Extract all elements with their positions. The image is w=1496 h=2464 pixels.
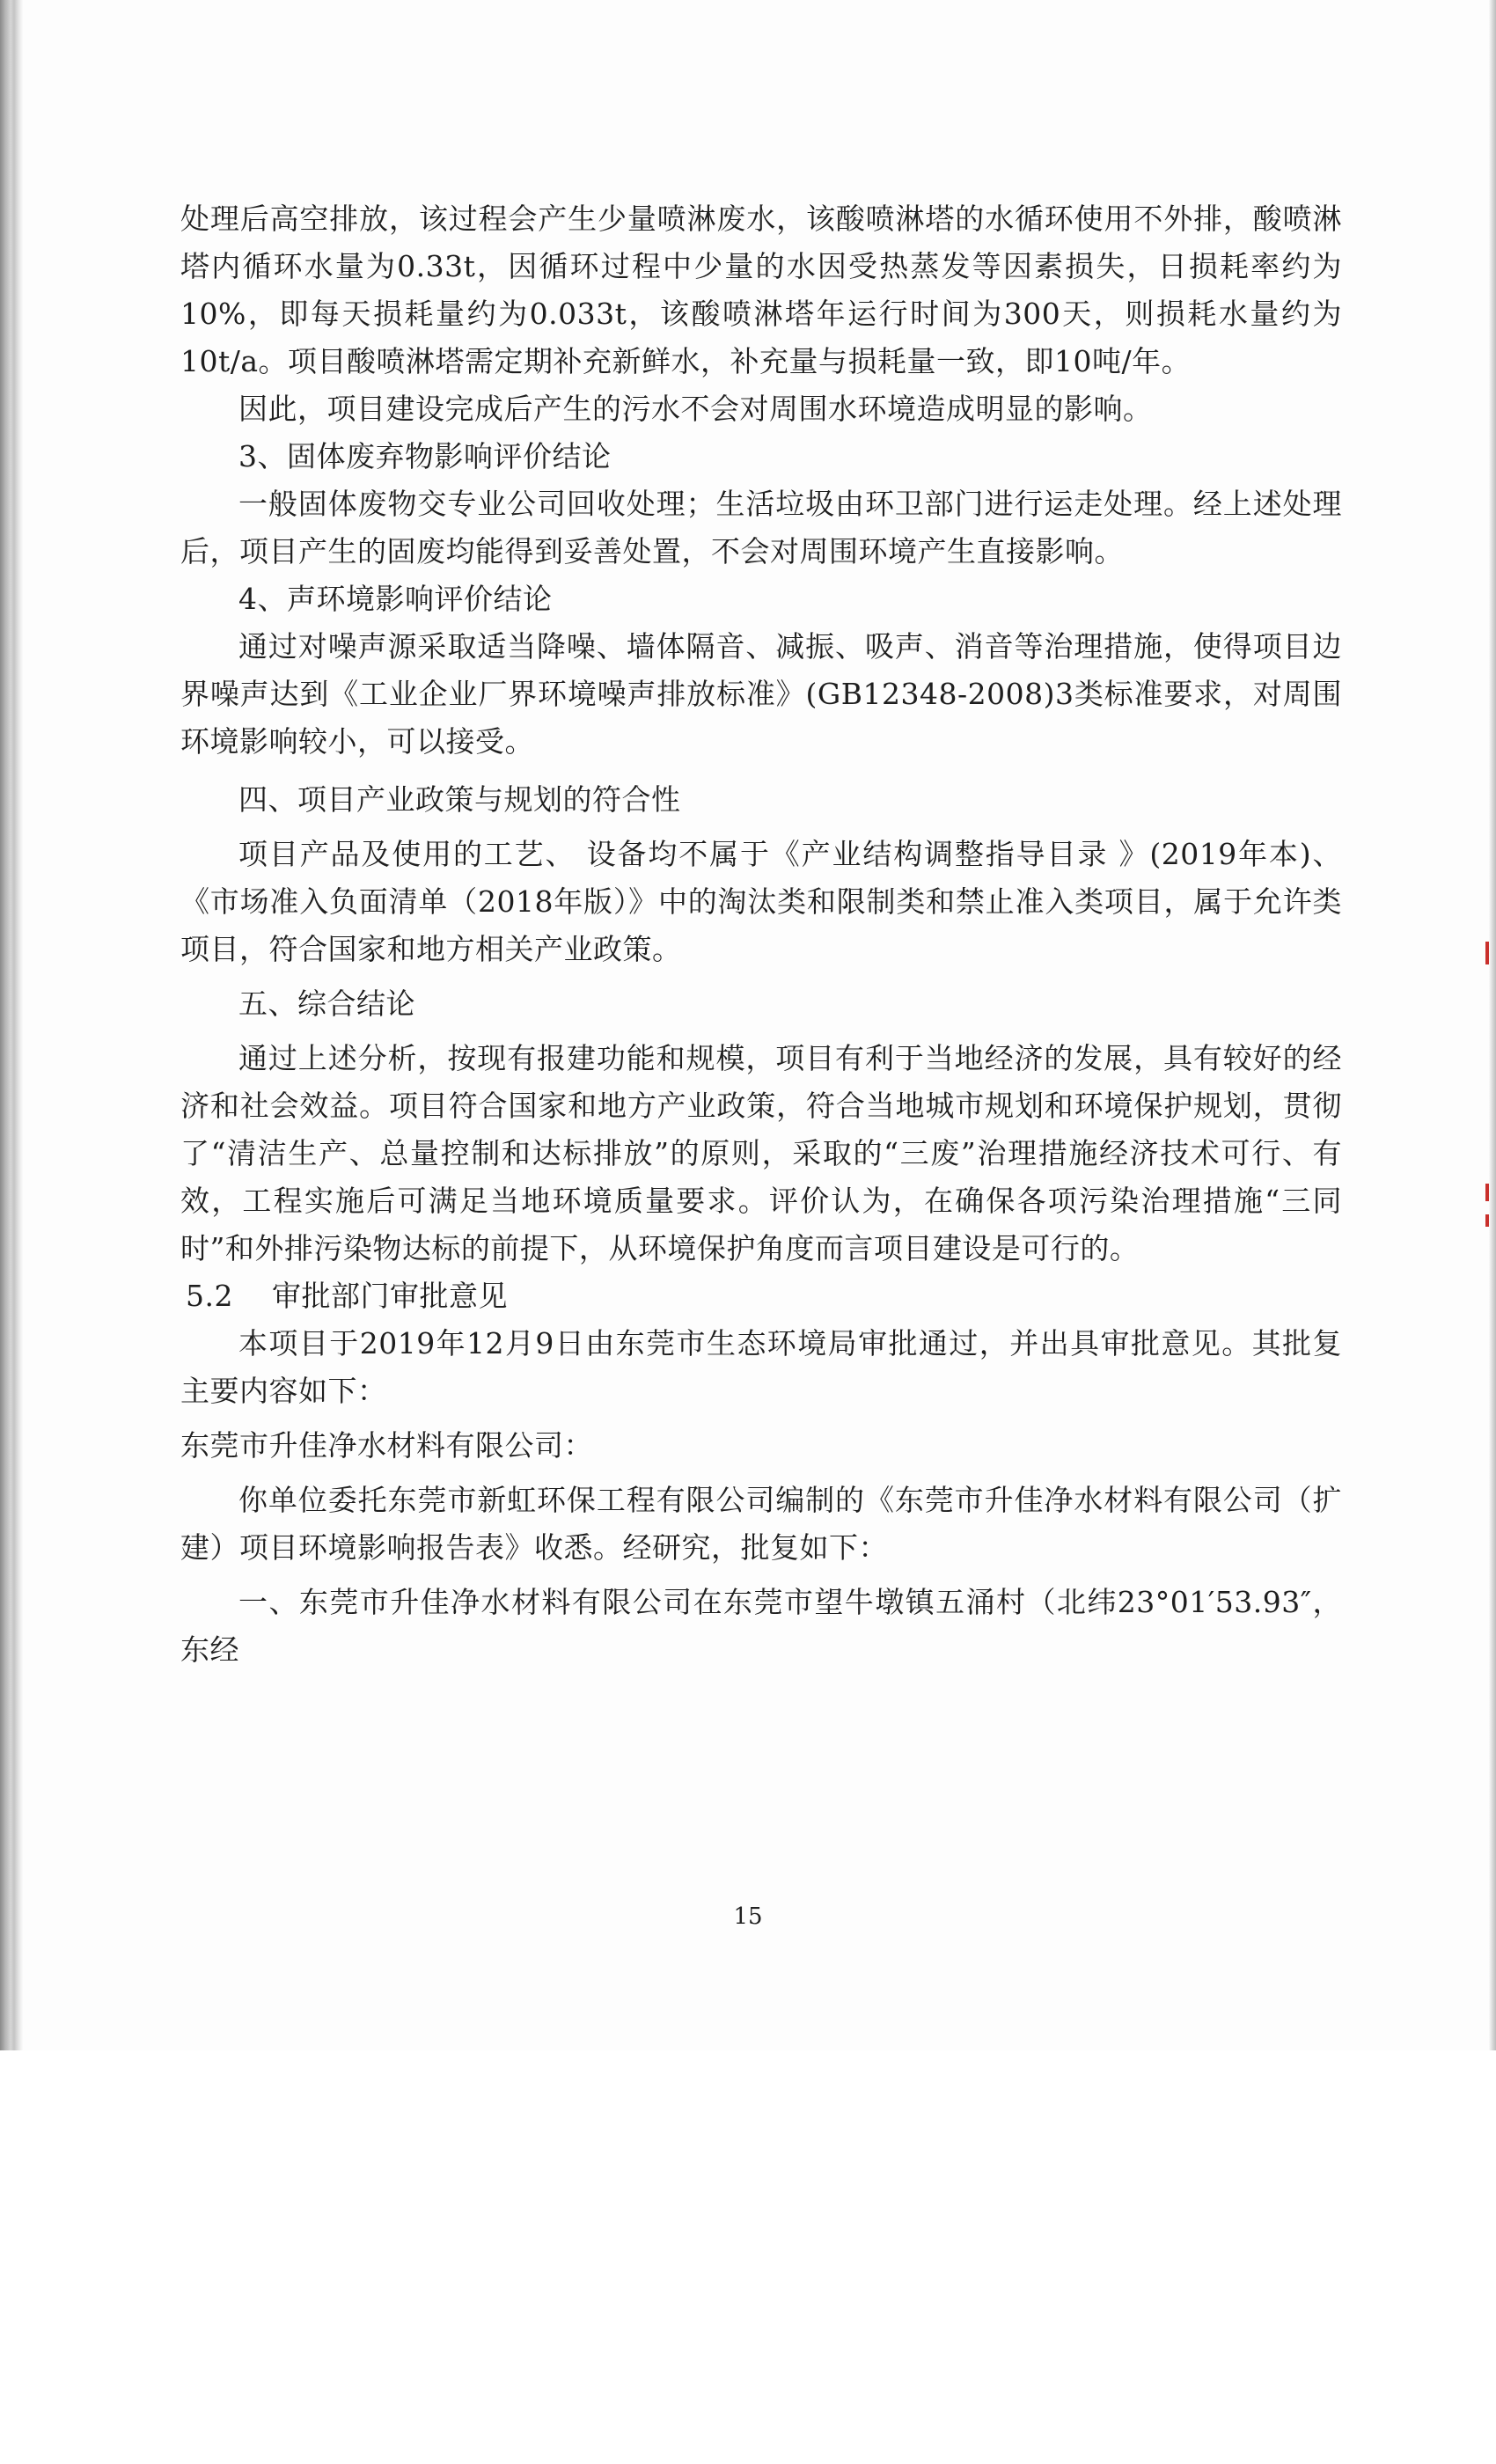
page-number: 15 [733,1903,763,1930]
paragraph-solid-waste: 一般固体废物交专业公司回收处理；生活垃圾由环卫部门进行运走处理。经上述处理后，项目产生的固废均能得到妥善处置，不会对周围环境产生直接影响。 [180,487,1342,568]
paragraph-wastewater: 处理后高空排放，该过程会产生少量喷淋废水，该酸喷淋塔的水循环使用不外排，酸喷淋塔内循环水量为0.33t，因循环过程中少量的水因受热蒸发等因素损失，日损耗率约为10%，即每天损耗量约为0.033t，该酸喷淋塔年运行时间为300天，则损耗水量约为10t/a。项目酸喷淋塔需定期补充新鲜水，补充量与损耗量一致，即10吨/年。 [180,202,1342,378]
page-edge-right [1489,0,1496,2050]
document-body [180,195,1342,1674]
red-edge-mark [1485,1214,1489,1227]
heading-industrial-policy: 四、项目产业政策与规划的符合性 [238,782,681,817]
red-edge-mark [1485,1184,1489,1201]
red-edge-mark [1485,942,1489,964]
paragraph-approval-intro: 本项目于2019年12月9日由东莞市生态环境局审批通过，并出具审批意见。其批复主要内容如下： [180,1326,1342,1408]
paragraph-noise: 通过对噪声源采取适当降噪、墙体隔音、减振、吸声、消音等治理措施，使得项目边界噪声达到《工业企业厂界环境噪声排放标准》(GB12348-2008)3类标准要求，对周围环境影响较小，可以接受。 [180,629,1342,759]
heading-solid-waste: 3、固体废弃物影响评价结论 [238,439,612,473]
paragraph-addressee: 东莞市升佳净水材料有限公司： [180,1428,593,1463]
binding-edge-left [0,0,23,2050]
paragraph-overall-conclusion: 通过上述分析，按现有报建功能和规模，项目有利于当地经济的发展，具有较好的经济和社会效益。项目符合国家和地方产业政策，符合当地城市规划和环境保护规划，贯彻了“清洁生产、总量控制和达标排放”的原则，采取的“三废”治理措施经济技术可行、有效，工程实施后可满足当地环境质量要求。评价认为，在确保各项污染治理措施“三同时”和外排污染物达标的前提下，从环境保护角度而言项目建设是可行的。 [180,1041,1342,1265]
paragraph-industrial-policy: 项目产品及使用的工艺、 设备均不属于《产业结构调整指导目录 》(2019年本)、《市场准入负面清单（2018年版）》中的淘汰类和限制类和禁止准入类项目，属于允许类项目，符合国家和地方相关产业政策。 [180,837,1342,966]
heading-noise: 4、声环境影响评价结论 [238,582,553,616]
heading-approval-opinion: 5.2 审批部门审批意见 [186,1279,508,1313]
paragraph-approval-reply: 你单位委托东莞市新虹环保工程有限公司编制的《东莞市升佳净水材料有限公司（扩建）项目环境影响报告表》收悉。经研究，批复如下： [180,1483,1342,1565]
paragraph-water-conclusion: 因此，项目建设完成后产生的污水不会对周围水环境造成明显的影响。 [238,392,1153,426]
paragraph-approval-item-1: 一、东莞市升佳净水材料有限公司在东莞市望牛墩镇五涌村（北纬23°01′53.93″，东经 [180,1585,1342,1667]
heading-overall-conclusion: 五、综合结论 [238,986,415,1021]
